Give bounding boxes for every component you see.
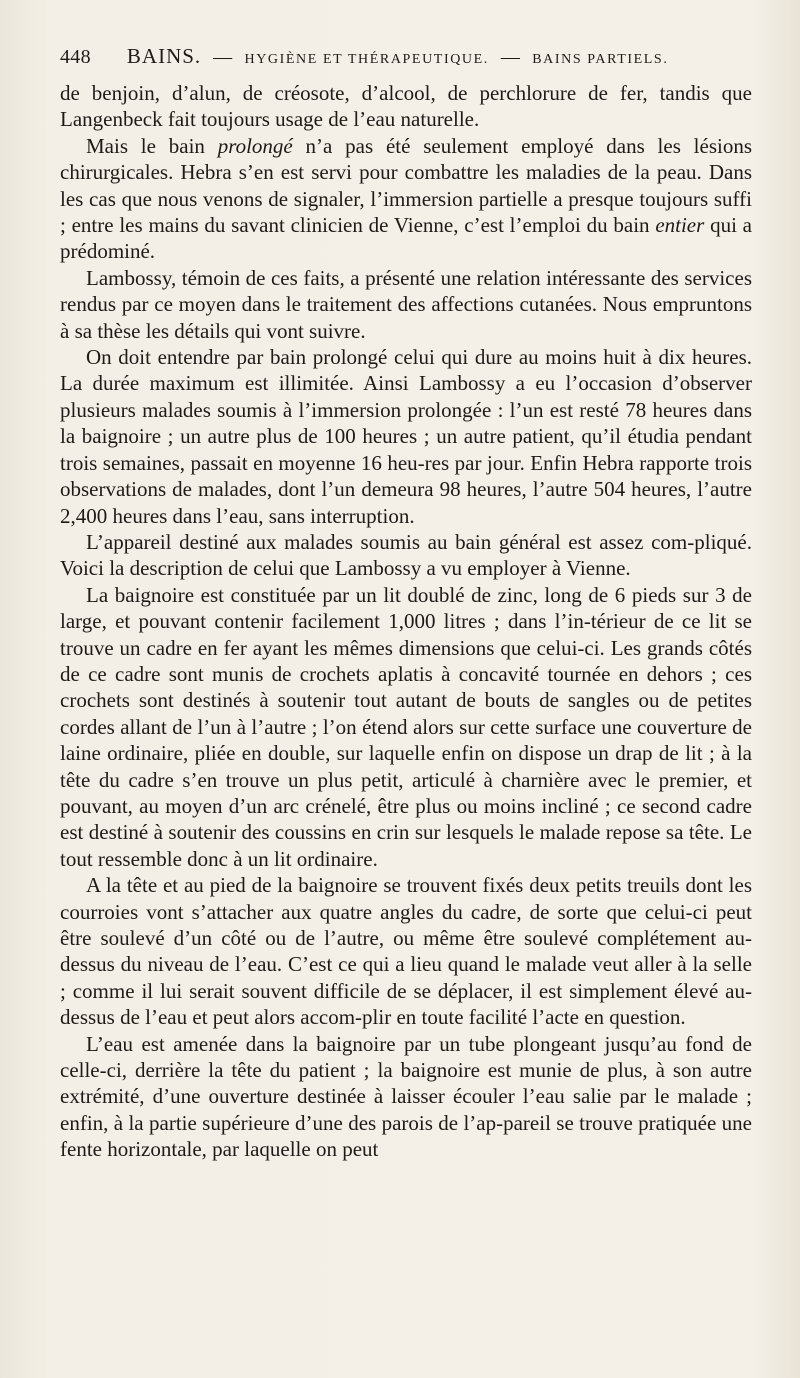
paragraph: On doit entendre par bain prolongé celui qui dure au moins huit à dix heures. La durée maximum est illimitée. Ainsi Lambossy a eu l’occasion d’observer plusieurs malades soumis à l’immersion prolongée : l’un est resté 78 heures dans la baignoire ; un autre plus de 100 heures ; un autre patient, qu’il étudia pendant trois semaines, passait en moyenne 16 heu-res par jour. Enfin Hebra rapporte trois observations de malades, dont l’un demeura 98 heures, l’autre 504 heures, l’autre 2,400 heures dans l’eau, sans interruption. — [60, 345, 752, 528]
text-run: Mais le bain — [86, 133, 218, 158]
paragraph: L’appareil destiné aux malades soumis au bain général est assez com-pliqué. Voici la description de celui que Lambossy a vu employer à Vienne. — [60, 529, 752, 581]
running-header — [60, 44, 752, 74]
header-separator: — — [500, 47, 521, 68]
text-run: n’a pas été seulement employé dans les lésions chirurgicales. Hebra s’en est servi pour combattre les maladies de la peau. Dans les cas que nous venons de signaler, l’immersion partielle a presque toujours suffi ; entre les mains du savant clinicien de Vienne, c’est l’emploi du bain — [60, 133, 753, 238]
paragraph: La baignoire est constituée par un lit doublé de zinc, long de 6 pieds sur 3 de large, et pouvant contenir facilement 1,000 litres ; dans l’in-térieur de ce lit se trouve un cadre en fer ayant les mêmes dimensions que celui-ci. Les grands côtés de ce cadre sont munis de crochets aplatis à concavité tournée en dehors ; ces crochets sont destinés à soutenir tout autant de bouts de sangles ou de petites cordes allant de l’un à l’autre ; l’on étend alors sur cette surface une couverture de laine ordinaire, pliée en double, sur laquelle enfin on dispose un drap de lit ; à la tête du cadre s’en trouve un plus petit, articulé à charnière avec le premier, et pouvant, au moyen d’un arc crénelé, être plus ou moins incliné ; ce second cadre est destiné à soutenir des coussins en crin sur lesquels le malade repose sa tête. Le tout ressemble donc à un lit ordinaire. — [60, 582, 752, 871]
text-run: qui a prédominé. — [60, 213, 752, 264]
paragraph — [60, 133, 752, 265]
header-subsection: BAINS PARTIELS. — [532, 52, 669, 67]
header-separator: — — [213, 47, 233, 68]
body-text — [60, 80, 752, 1163]
paragraph: A la tête et au pied de la baignoire se trouvent fixés deux petits treuils dont les courroies vont s’attacher aux quatre angles du cadre, de sorte que celui-ci peut être soulevé d’un côté ou de l’autre, ou même être soulevé complétement au-dessus du niveau de l’eau. C’est ce qui a lieu quand le malade veut aller à la selle ; comme il lui serait souvent difficile de se déplacer, il est simplement élevé au-dessus de l’eau et peut alors accom-plir en toute facilité l’acte en question. — [60, 873, 752, 1030]
italic-term: prolongé — [217, 133, 293, 158]
header-section: HYGIÈNE ET THÉRAPEUTIQUE. — [244, 52, 489, 67]
italic-term: entier — [655, 213, 705, 238]
paragraph: Lambossy, témoin de ces faits, a présenté une relation intéressante des services rendus par ce moyen dans le traitement des affections cutanées. Nous empruntons à sa thèse les détails qui vont suivre. — [60, 265, 752, 343]
paragraph: de benjoin, d’alun, de créosote, d’alcool, de perchlorure de fer, tandis que Langenbeck fait toujours usage de l’eau naturelle. — [60, 81, 752, 132]
header-title: BAINS. — [126, 44, 202, 68]
page-number: 448 — [60, 46, 91, 68]
paragraph: L’eau est amenée dans la baignoire par un tube plongeant jusqu’au fond de celle-ci, derrière la tête du patient ; la baignoire est munie de plus, à son autre extrémité, d’une ouverture destinée à laisser écouler l’eau salie par le malade ; enfin, à la partie supérieure d’une des parois de l’ap-pareil se trouve pratiquée une fente horizontale, par laquelle on peut — [60, 1031, 752, 1162]
